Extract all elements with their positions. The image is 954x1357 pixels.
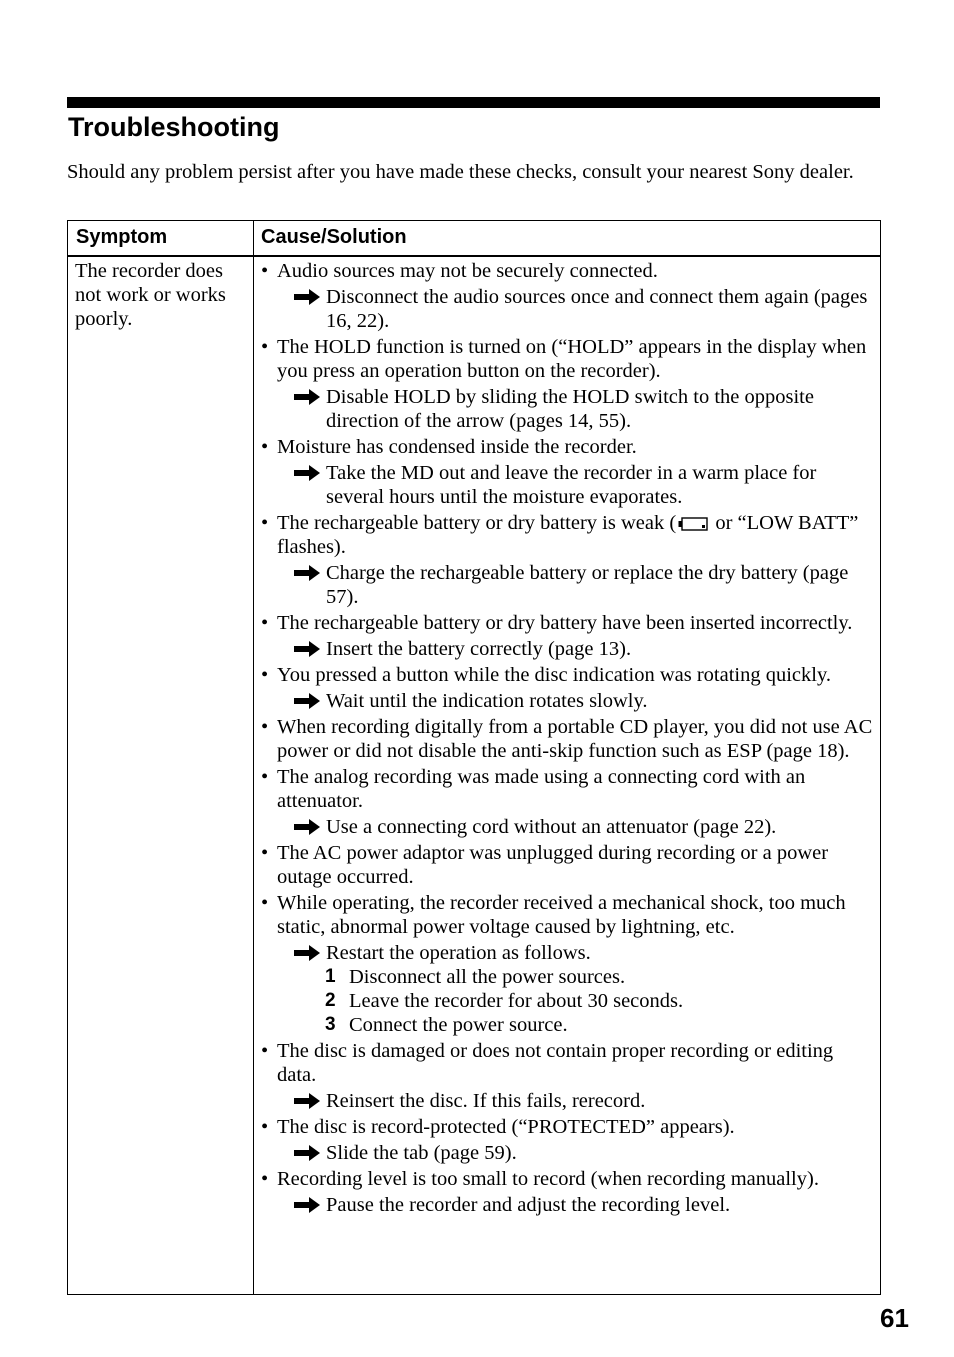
cause-text: Audio sources may not be securely connected.	[277, 260, 658, 282]
cause-text: The HOLD function is turned on (“HOLD” appears in the display when you press an operation button on the recorder).	[277, 336, 867, 382]
page-number: 61	[880, 1303, 909, 1333]
solution-item	[277, 1193, 875, 1217]
bullet-marker: •	[261, 1116, 269, 1138]
cause-item	[261, 1115, 875, 1165]
solution-item	[277, 815, 875, 839]
cause-item	[261, 611, 875, 661]
step-number: 3	[325, 1014, 336, 1035]
cause-text: The AC power adaptor was unplugged during recording or a power outage occurred.	[277, 842, 829, 888]
bullet-marker: •	[261, 436, 269, 458]
solution-item	[277, 385, 875, 433]
header-rule	[67, 97, 880, 108]
solution-item	[277, 941, 875, 965]
cause-item	[261, 335, 875, 433]
solution-text: Take the MD out and leave the recorder in a warm place for several hours until the moisture evaporates.	[326, 462, 817, 508]
cause-text	[277, 511, 875, 559]
bullet-marker: •	[261, 892, 269, 914]
cause-text-start: The rechargeable battery or dry battery is weak (	[277, 512, 677, 534]
arrow-right-icon	[293, 464, 321, 482]
cause-item	[261, 765, 875, 839]
bullet-marker: •	[261, 716, 269, 738]
solution-text: Reinsert the disc. If this fails, rerecord.	[326, 1090, 646, 1112]
bullet-marker: •	[261, 336, 269, 358]
step-number: 1	[325, 966, 336, 987]
cause-text-end: or “LOW BATT” flashes).	[277, 512, 859, 558]
arrow-right-icon	[293, 1092, 321, 1110]
cause-text: The rechargeable battery or dry battery have been inserted incorrectly.	[277, 612, 853, 634]
solution-item	[277, 561, 875, 609]
bullet-marker: •	[261, 260, 269, 282]
solution-text: Insert the battery correctly (page 13).	[326, 638, 632, 660]
arrow-right-icon	[293, 640, 321, 658]
step-item	[277, 989, 875, 1013]
cause-text: Moisture has condensed inside the recorder.	[277, 436, 637, 458]
solution-text: Disconnect the audio sources once and connect them again (pages 16, 22).	[326, 286, 868, 332]
cause-text: Recording level is too small to record (when recording manually).	[277, 1168, 819, 1190]
page-title: Troubleshooting	[68, 112, 280, 142]
header-symptom: Symptom	[76, 226, 168, 248]
bullet-marker: •	[261, 664, 269, 686]
battery-empty-icon	[678, 517, 708, 531]
step-item	[277, 965, 875, 989]
cause-text: You pressed a button while the disc indication was rotating quickly.	[277, 664, 831, 686]
header-cause-solution: Cause/Solution	[261, 226, 407, 248]
solution-text: Slide the tab (page 59).	[326, 1142, 517, 1164]
arrow-right-icon	[293, 944, 321, 962]
arrow-right-icon	[293, 288, 321, 306]
cause-solution-cell	[261, 259, 875, 1219]
cause-item	[261, 715, 875, 763]
step-text: Connect the power source.	[349, 1014, 568, 1036]
solution-item	[277, 285, 875, 333]
solution-text: Use a connecting cord without an attenuator (page 22).	[326, 816, 777, 838]
bullet-marker: •	[261, 1040, 269, 1062]
solution-text: Charge the rechargeable battery or replace the dry battery (page 57).	[326, 562, 849, 608]
bullet-marker: •	[261, 842, 269, 864]
cause-item	[261, 259, 875, 333]
cause-item	[261, 435, 875, 509]
cause-item	[261, 1167, 875, 1217]
arrow-right-icon	[293, 1196, 321, 1214]
cause-text: When recording digitally from a portable CD player, you did not use AC power or did not disable the anti-skip function such as ESP (page 18).	[277, 716, 873, 762]
arrow-right-icon	[293, 564, 321, 582]
arrow-right-icon	[293, 388, 321, 406]
intro-paragraph: Should any problem persist after you have made these checks, consult your nearest Sony dealer.	[67, 161, 854, 183]
solution-item	[277, 637, 875, 661]
solution-text: Disable HOLD by sliding the HOLD switch to the opposite direction of the arrow (pages 14, 55).	[326, 386, 814, 432]
cause-item	[261, 891, 875, 1037]
bullet-marker: •	[261, 1168, 269, 1190]
solution-item	[277, 461, 875, 509]
cause-item	[261, 1039, 875, 1113]
step-item	[277, 1013, 875, 1037]
cause-text: The disc is record-protected (“PROTECTED” appears).	[277, 1116, 735, 1138]
solution-text: Pause the recorder and adjust the recording level.	[326, 1194, 731, 1216]
arrow-right-icon	[293, 1144, 321, 1162]
bullet-marker: •	[261, 612, 269, 634]
step-number: 2	[325, 990, 336, 1011]
column-divider	[253, 221, 254, 1294]
cause-item	[261, 511, 875, 609]
arrow-right-icon	[293, 692, 321, 710]
troubleshooting-table	[67, 220, 881, 1295]
solution-item	[277, 689, 875, 713]
table-header-row	[68, 221, 880, 257]
step-text: Disconnect all the power sources.	[349, 966, 626, 988]
step-text: Leave the recorder for about 30 seconds.	[349, 990, 684, 1012]
solution-text: Restart the operation as follows.	[326, 942, 591, 964]
arrow-right-icon	[293, 818, 321, 836]
cause-item	[261, 663, 875, 713]
cause-item	[261, 841, 875, 889]
solution-text: Wait until the indication rotates slowly.	[326, 690, 648, 712]
cause-text: While operating, the recorder received a mechanical shock, too much static, abnormal power voltage caused by lightning, etc.	[277, 892, 846, 938]
solution-item	[277, 1089, 875, 1113]
cause-text: The analog recording was made using a connecting cord with an attenuator.	[277, 766, 806, 812]
bullet-marker: •	[261, 512, 269, 534]
bullet-marker: •	[261, 766, 269, 788]
solution-item	[277, 1141, 875, 1165]
symptom-cell: The recorder does not work or works poorly.	[75, 260, 226, 330]
cause-text: The disc is damaged or does not contain proper recording or editing data.	[277, 1040, 834, 1086]
